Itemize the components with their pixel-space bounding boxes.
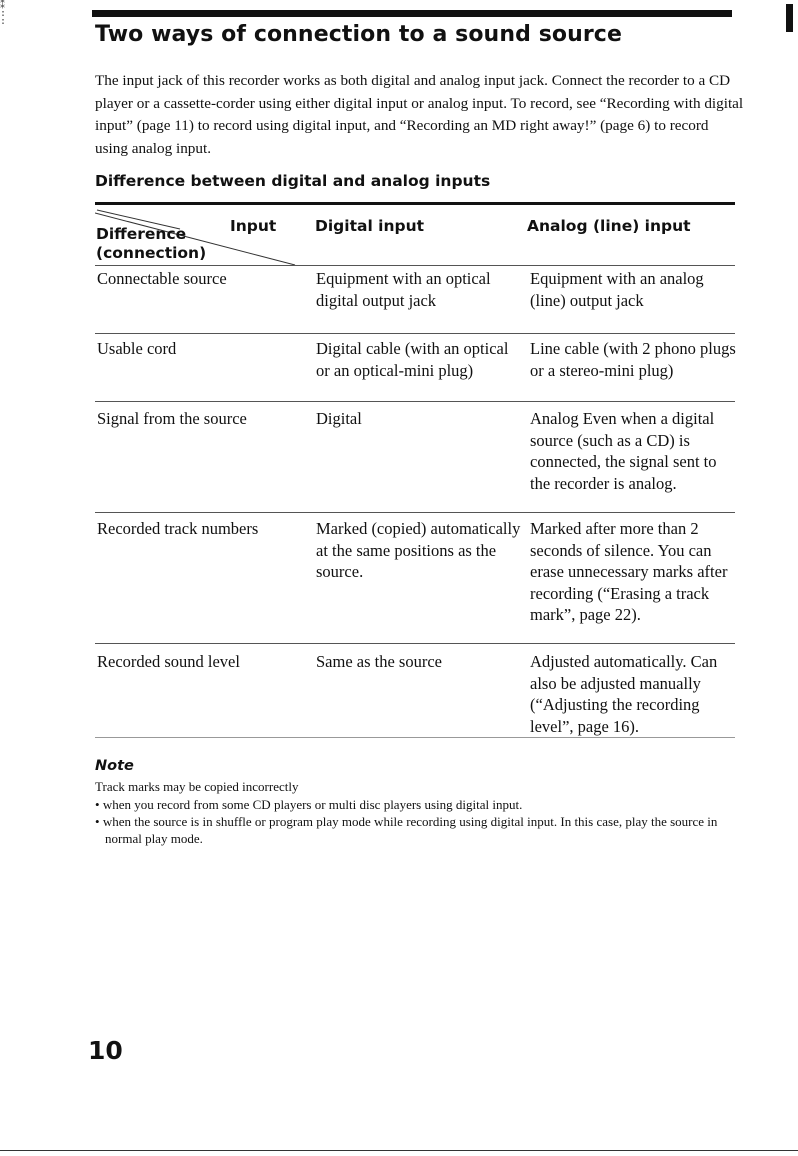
table-bottom-rule [95,737,735,738]
header-analog-input: Analog (line) input [527,217,691,235]
row-track-numbers-analog: Marked after more than 2 seconds of silence. You can erase unnecessary marks after recording (“Erasing a track mark”, page 22). [530,519,728,624]
note-list [95,796,745,847]
note-list-item: • when the source is in shuffle or program play mode while recording using digital input. In this case, play the source in normal play mode. [95,813,745,847]
row-divider [95,333,735,334]
row-usable-cord-digital: Digital cable (with an optical or an optical-mini plug) [316,339,509,380]
row-divider [95,643,735,644]
page-title: Two ways of connection to a sound source [95,22,622,47]
row-connectable-source-analog: Equipment with an analog (line) output jack [530,269,704,310]
row-usable-cord-label: Usable cord [97,339,177,358]
page-bottom-rule [0,1150,798,1151]
row-signal-label: Signal from the source [97,409,247,428]
header-difference: Difference [96,225,187,243]
note-heading: Note [95,758,134,774]
page-number: 10 [88,1036,123,1065]
header-input: Input [230,217,277,235]
header-bar [92,10,732,17]
header-digital-input: Digital input [315,217,425,235]
row-usable-cord-analog: Line cable (with 2 phono plugs or a stereo-mini plug) [530,339,736,380]
row-signal-digital: Digital [316,409,362,428]
row-track-numbers-digital: Marked (copied) automatically at the same positions as the source. [316,519,521,581]
row-signal-analog: Analog Even when a digital source (such as a CD) is connected, the signal sent to the recorder is analog. [530,409,717,493]
row-sound-level-digital: Same as the source [316,652,442,671]
scan-specks: ⁑ : : [0,0,7,27]
row-track-numbers-label: Recorded track numbers [97,519,259,538]
table-top-rule [95,202,735,205]
note-list-item: • when you record from some CD players or multi disc players using digital input. [95,796,745,813]
note-intro: Track marks may be copied incorrectly [95,779,299,794]
row-sound-level-label: Recorded sound level [97,652,240,671]
section-heading: Difference between digital and analog inputs [95,172,491,190]
intro-paragraph: The input jack of this recorder works as both digital and analog input jack. Connect the recorder to a CD player or a cassette-corder using either digital input or analog input. To record, see “Recording with digital input” (page 11) to record using digital input, and “Recording an MD right away!” (page 6) to record using analog input. [95,72,744,157]
header-connection: (connection) [96,244,207,262]
row-sound-level-analog: Adjusted automatically. Can also be adjusted manually (“Adjusting the recording level”, page 16). [530,652,718,736]
row-connectable-source-digital: Equipment with an optical digital output jack [316,269,491,310]
row-divider [95,512,735,513]
table-header-rule [95,265,735,266]
row-connectable-source-label: Connectable source [97,269,227,288]
row-divider [95,401,735,402]
page-edge-tab [786,4,793,32]
